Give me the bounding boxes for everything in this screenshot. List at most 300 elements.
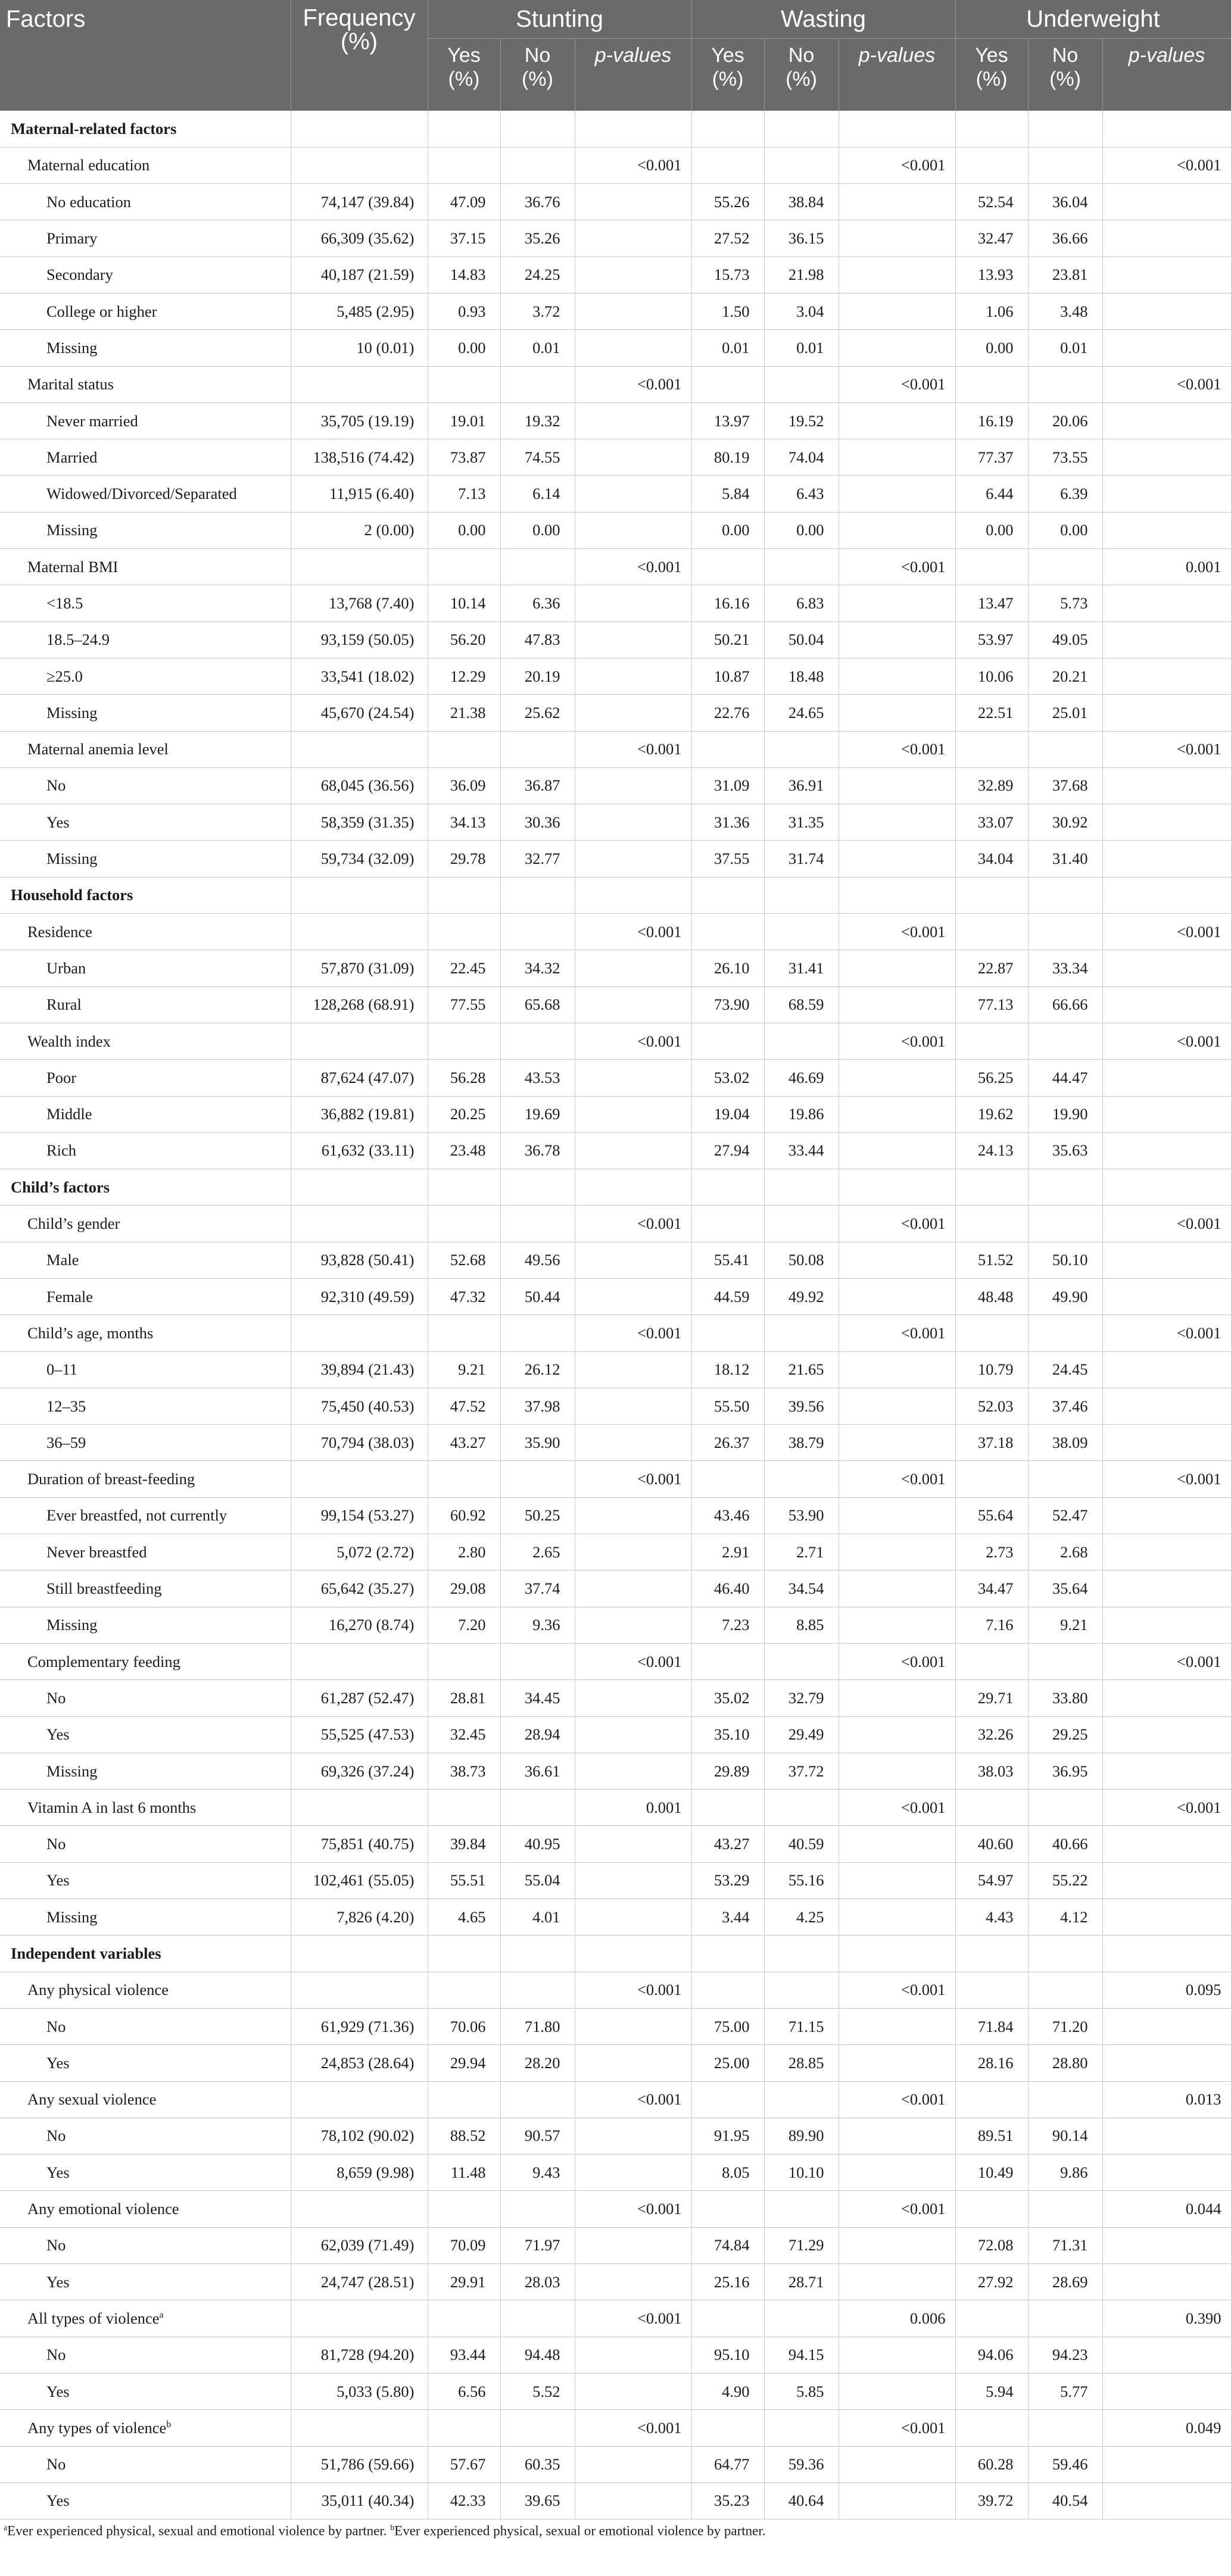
row-label-text: 36–59	[46, 1433, 86, 1451]
wasting-no-cell: 36.91	[764, 767, 839, 804]
wasting-no-cell: 5.85	[764, 2373, 839, 2409]
wasting-no-cell: 4.25	[764, 1899, 839, 1935]
stunting-no-cell: 2.65	[500, 1534, 575, 1570]
underweight-yes-cell: 77.13	[955, 986, 1028, 1023]
frequency-cell: 24,853 (28.64)	[291, 2045, 428, 2081]
underweight-pvalue-cell	[1102, 402, 1231, 439]
table-row	[0, 1534, 1231, 1570]
stunting-yes-cell: 73.87	[428, 439, 500, 476]
underweight-pvalue-cell	[1102, 2264, 1231, 2300]
underweight-no-cell: 0.01	[1028, 330, 1102, 366]
stunting-no-cell: 43.53	[500, 1060, 575, 1096]
frequency-cell: 51,786 (59.66)	[291, 2446, 428, 2483]
underweight-no-cell: 36.66	[1028, 220, 1102, 257]
wasting-pvalue-cell: <0.001	[839, 1643, 955, 1679]
wasting-yes-cell: 31.09	[691, 767, 764, 804]
wasting-no-cell: 21.65	[764, 1351, 839, 1388]
wasting-no-cell	[764, 2191, 839, 2227]
wasting-pvalue-cell	[839, 2373, 955, 2409]
wasting-yes-cell: 7.23	[691, 1607, 764, 1643]
wasting-yes-cell	[691, 2300, 764, 2337]
wasting-pvalue-cell	[839, 986, 955, 1023]
wasting-yes-cell	[691, 1169, 764, 1206]
wasting-pvalue-cell	[839, 2045, 955, 2081]
stunting-no-cell: 65.68	[500, 986, 575, 1023]
wasting-yes-cell	[691, 147, 764, 183]
frequency-cell: 61,632 (33.11)	[291, 1132, 428, 1169]
row-label	[0, 439, 291, 476]
row-label	[0, 731, 291, 767]
table-row	[0, 220, 1231, 257]
row-label	[0, 2337, 291, 2373]
row-label-text: Any sexual violence	[27, 2090, 157, 2109]
stunting-yes-cell: 22.45	[428, 950, 500, 986]
row-label-text: Yes	[46, 2053, 70, 2072]
underweight-no-cell: 36.04	[1028, 184, 1102, 220]
row-label-text: Missing	[46, 1907, 98, 1926]
row-label-text: Poor	[46, 1068, 77, 1086]
stunting-yes-cell: 70.06	[428, 2008, 500, 2044]
wasting-pvalue-cell	[839, 1534, 955, 1570]
row-label	[0, 1899, 291, 1935]
row-label-text: Middle	[46, 1105, 92, 1123]
underweight-yes-cell: 32.47	[955, 220, 1028, 257]
row-label	[0, 2008, 291, 2044]
row-label	[0, 2155, 291, 2191]
wasting-yes-cell: 35.23	[691, 2483, 764, 2519]
stunting-yes-cell: 47.32	[428, 1279, 500, 1315]
wasting-pvalue-cell	[839, 2155, 955, 2191]
row-label	[0, 1169, 291, 1206]
wasting-yes-cell	[691, 1461, 764, 1497]
row-label-text: Any emotional violence	[27, 2200, 179, 2218]
stunting-pvalue-cell: <0.001	[575, 147, 691, 183]
stunting-no-cell	[500, 731, 575, 767]
frequency-cell	[291, 147, 428, 183]
wasting-yes-cell: 55.26	[691, 184, 764, 220]
wasting-pvalue-cell	[839, 767, 955, 804]
wasting-yes-cell: 16.16	[691, 585, 764, 622]
stunting-pvalue-cell	[575, 1497, 691, 1534]
underweight-yes-cell: 77.37	[955, 439, 1028, 476]
wasting-yes-cell: 80.19	[691, 439, 764, 476]
wasting-no-cell	[764, 1972, 839, 2008]
table-header	[0, 0, 1231, 111]
wasting-pvalue-cell	[839, 622, 955, 658]
stunting-pvalue-cell	[575, 111, 691, 147]
underweight-no-cell	[1028, 1790, 1102, 1826]
row-label-text: Rural	[46, 995, 82, 1014]
wasting-yes-cell: 8.05	[691, 2155, 764, 2191]
row-label	[0, 622, 291, 658]
wasting-pvalue-cell	[839, 2227, 955, 2263]
row-label	[0, 1242, 291, 1278]
row-label	[0, 111, 291, 147]
underweight-yes-cell: 19.62	[955, 1096, 1028, 1132]
table-row	[0, 1279, 1231, 1315]
row-label-text: Maternal-related factors	[11, 119, 177, 138]
row-label	[0, 767, 291, 804]
row-label-text: No	[46, 2346, 66, 2364]
underweight-pvalue-cell	[1102, 1169, 1231, 1206]
underweight-yes-cell: 5.94	[955, 2373, 1028, 2409]
stunting-pvalue-cell: <0.001	[575, 2410, 691, 2446]
row-label-text: Missing	[46, 1616, 98, 1634]
stunting-yes-cell: 56.20	[428, 622, 500, 658]
stunting-no-cell	[500, 147, 575, 183]
underweight-yes-cell: 40.60	[955, 1826, 1028, 1862]
row-label-text: <18.5	[46, 594, 83, 612]
row-label-text: Yes	[46, 2163, 70, 2181]
underweight-yes-cell: 10.06	[955, 658, 1028, 694]
row-label-text: Never married	[46, 411, 138, 430]
stunting-pvalue-cell	[575, 402, 691, 439]
underweight-yes-cell	[955, 1972, 1028, 2008]
frequency-cell: 39,894 (21.43)	[291, 1351, 428, 1388]
underweight-no-cell: 23.81	[1028, 257, 1102, 293]
underweight-pvalue-cell: <0.001	[1102, 914, 1231, 950]
underweight-yes-cell: 29.71	[955, 1680, 1028, 1716]
stunting-no-cell: 9.43	[500, 2155, 575, 2191]
stunting-no-cell: 35.26	[500, 220, 575, 257]
frequency-cell: 87,624 (47.07)	[291, 1060, 428, 1096]
wasting-yes-cell	[691, 1023, 764, 1059]
row-label	[0, 1753, 291, 1789]
table-row	[0, 2155, 1231, 2191]
underweight-no-cell	[1028, 1461, 1102, 1497]
wasting-pvalue-cell	[839, 1132, 955, 1169]
frequency-cell: 99,154 (53.27)	[291, 1497, 428, 1534]
stunting-pvalue-cell	[575, 2373, 691, 2409]
stunting-yes-cell: 7.20	[428, 1607, 500, 1643]
underweight-no-cell: 94.23	[1028, 2337, 1102, 2373]
frequency-cell: 74,147 (39.84)	[291, 184, 428, 220]
row-label	[0, 1935, 291, 1972]
stunting-yes-cell: 57.67	[428, 2446, 500, 2483]
stunting-pvalue-cell: <0.001	[575, 1206, 691, 1242]
underweight-pvalue-cell	[1102, 2008, 1231, 2044]
stunting-no-cell: 55.04	[500, 1862, 575, 1899]
row-label	[0, 1461, 291, 1497]
wasting-no-cell: 28.71	[764, 2264, 839, 2300]
wasting-pvalue-cell	[839, 841, 955, 877]
table-row	[0, 439, 1231, 476]
wasting-yes-cell	[691, 1643, 764, 1679]
row-label-text: Any types of violence	[27, 2418, 167, 2437]
wasting-yes-cell: 53.02	[691, 1060, 764, 1096]
stunting-pvalue-cell	[575, 1899, 691, 1935]
underweight-pvalue-cell	[1102, 1388, 1231, 1424]
underweight-no-cell: 38.09	[1028, 1425, 1102, 1461]
wasting-no-cell: 55.16	[764, 1862, 839, 1899]
wasting-no-cell	[764, 2300, 839, 2337]
table-row	[0, 1425, 1231, 1461]
stunting-yes-cell	[428, 147, 500, 183]
row-label-text: Marital status	[27, 375, 114, 394]
underweight-pvalue-cell	[1102, 330, 1231, 366]
stunting-pvalue-cell	[575, 1388, 691, 1424]
frequency-cell: 57,870 (31.09)	[291, 950, 428, 986]
factor-row	[0, 1461, 1231, 1497]
row-label-text: Yes	[46, 1871, 70, 1890]
factor-row	[0, 914, 1231, 950]
underweight-no-cell: 44.47	[1028, 1060, 1102, 1096]
row-label	[0, 1680, 291, 1716]
underweight-pvalue-cell	[1102, 1862, 1231, 1899]
row-label	[0, 257, 291, 293]
underweight-yes-cell: 38.03	[955, 1753, 1028, 1789]
underweight-pvalue-cell: 0.390	[1102, 2300, 1231, 2337]
underweight-yes-cell	[955, 2191, 1028, 2227]
stunting-pvalue-cell: <0.001	[575, 366, 691, 402]
wasting-yes-cell: 35.10	[691, 1716, 764, 1753]
frequency-cell: 81,728 (94.20)	[291, 2337, 428, 2373]
stunting-pvalue-cell	[575, 2483, 691, 2519]
table-row	[0, 1242, 1231, 1278]
row-label-text: Residence	[27, 922, 92, 941]
wasting-pvalue-cell: <0.001	[839, 2081, 955, 2118]
wasting-pvalue-cell: <0.001	[839, 549, 955, 585]
wasting-no-cell: 31.41	[764, 950, 839, 986]
row-label	[0, 1570, 291, 1607]
frequency-cell: 45,670 (24.54)	[291, 695, 428, 731]
factor-row	[0, 147, 1231, 183]
underweight-yes-cell: 52.03	[955, 1388, 1028, 1424]
wasting-no-cell	[764, 1461, 839, 1497]
frequency-cell: 78,102 (90.02)	[291, 2118, 428, 2154]
stunting-pvalue-cell	[575, 2264, 691, 2300]
underweight-no-cell: 49.90	[1028, 1279, 1102, 1315]
wasting-pvalue-cell	[839, 1497, 955, 1534]
row-label-text: Maternal education	[27, 156, 150, 174]
stunting-pvalue-cell: <0.001	[575, 1643, 691, 1679]
stunting-yes-cell	[428, 1972, 500, 2008]
wasting-no-cell: 37.72	[764, 1753, 839, 1789]
frequency-cell: 70,794 (38.03)	[291, 1425, 428, 1461]
wasting-pvalue-cell	[839, 330, 955, 366]
frequency-cell	[291, 2081, 428, 2118]
stunting-pvalue-cell	[575, 1060, 691, 1096]
wasting-yes-cell: 19.04	[691, 1096, 764, 1132]
wasting-no-cell: 71.29	[764, 2227, 839, 2263]
underweight-pvalue-cell	[1102, 622, 1231, 658]
underweight-no-cell: 30.92	[1028, 804, 1102, 841]
row-label-text: Missing	[46, 521, 98, 539]
underweight-no-cell	[1028, 1023, 1102, 1059]
wasting-yes-cell: 43.46	[691, 1497, 764, 1534]
footnote-mark-b: b	[390, 2523, 395, 2532]
stunting-no-cell: 26.12	[500, 1351, 575, 1388]
row-label	[0, 1643, 291, 1679]
underweight-pvalue-cell: 0.044	[1102, 2191, 1231, 2227]
row-label-text: Wealth index	[27, 1032, 111, 1050]
stunting-yes-cell: 19.01	[428, 402, 500, 439]
frequency-cell	[291, 1315, 428, 1351]
stunting-yes-cell: 55.51	[428, 1862, 500, 1899]
underweight-yes-cell	[955, 1169, 1028, 1206]
underweight-pvalue-cell	[1102, 1826, 1231, 1862]
wasting-yes-cell: 25.16	[691, 2264, 764, 2300]
wasting-pvalue-cell	[839, 877, 955, 913]
underweight-no-cell: 73.55	[1028, 439, 1102, 476]
underweight-yes-cell: 22.87	[955, 950, 1028, 986]
row-label	[0, 986, 291, 1023]
underweight-pvalue-cell	[1102, 767, 1231, 804]
wasting-pvalue-cell: <0.001	[839, 1972, 955, 2008]
wasting-no-cell: 0.01	[764, 330, 839, 366]
frequency-cell	[291, 877, 428, 913]
wasting-pvalue-cell	[839, 439, 955, 476]
wasting-no-cell	[764, 2410, 839, 2446]
underweight-no-cell: 0.00	[1028, 512, 1102, 548]
factor-row	[0, 549, 1231, 585]
stunting-yes-cell: 37.15	[428, 220, 500, 257]
header-no: No (%)	[1028, 38, 1102, 111]
underweight-pvalue-cell: <0.001	[1102, 366, 1231, 402]
wasting-no-cell	[764, 1169, 839, 1206]
table-row	[0, 1899, 1231, 1935]
row-label-text: Primary	[46, 229, 98, 248]
underweight-no-cell: 37.68	[1028, 767, 1102, 804]
row-label	[0, 2483, 291, 2519]
underweight-yes-cell	[955, 1023, 1028, 1059]
row-label-text: No	[46, 776, 66, 795]
frequency-cell	[291, 914, 428, 950]
underweight-pvalue-cell	[1102, 184, 1231, 220]
underweight-yes-cell: 72.08	[955, 2227, 1028, 2263]
row-label	[0, 1023, 291, 1059]
underweight-yes-cell	[955, 549, 1028, 585]
frequency-cell: 128,268 (68.91)	[291, 986, 428, 1023]
stunting-pvalue-cell	[575, 2227, 691, 2263]
frequency-cell: 5,485 (2.95)	[291, 293, 428, 329]
underweight-no-cell: 71.20	[1028, 2008, 1102, 2044]
underweight-pvalue-cell: <0.001	[1102, 731, 1231, 767]
wasting-yes-cell: 13.97	[691, 402, 764, 439]
stunting-yes-cell: 52.68	[428, 1242, 500, 1278]
frequency-cell: 8,659 (9.98)	[291, 2155, 428, 2191]
footnote-marker: a	[159, 2310, 164, 2321]
underweight-pvalue-cell	[1102, 293, 1231, 329]
stunting-no-cell: 28.20	[500, 2045, 575, 2081]
frequency-cell: 36,882 (19.81)	[291, 1096, 428, 1132]
stunting-no-cell: 32.77	[500, 841, 575, 877]
frequency-cell: 93,159 (50.05)	[291, 622, 428, 658]
row-label-text: Missing	[46, 338, 98, 357]
wasting-yes-cell: 0.01	[691, 330, 764, 366]
row-label-text: Maternal BMI	[27, 557, 119, 576]
underweight-yes-cell: 32.89	[955, 767, 1028, 804]
underweight-pvalue-cell	[1102, 695, 1231, 731]
stunting-yes-cell: 56.28	[428, 1060, 500, 1096]
underweight-no-cell	[1028, 1643, 1102, 1679]
wasting-pvalue-cell	[839, 402, 955, 439]
wasting-no-cell: 32.79	[764, 1680, 839, 1716]
frequency-cell: 61,929 (71.36)	[291, 2008, 428, 2044]
stunting-pvalue-cell: <0.001	[575, 1461, 691, 1497]
wasting-yes-cell: 55.41	[691, 1242, 764, 1278]
stunting-pvalue-cell: <0.001	[575, 2191, 691, 2227]
row-label	[0, 184, 291, 220]
wasting-no-cell	[764, 1790, 839, 1826]
row-label	[0, 2373, 291, 2409]
stunting-no-cell: 3.72	[500, 293, 575, 329]
row-label	[0, 1388, 291, 1424]
row-label	[0, 1315, 291, 1351]
underweight-yes-cell: 10.49	[955, 2155, 1028, 2191]
stunting-no-cell: 47.83	[500, 622, 575, 658]
table-row	[0, 2227, 1231, 2263]
stunting-yes-cell	[428, 877, 500, 913]
stunting-yes-cell: 0.00	[428, 512, 500, 548]
underweight-no-cell: 33.80	[1028, 1680, 1102, 1716]
header-pvalues: p-values	[575, 38, 691, 111]
stunting-no-cell	[500, 1935, 575, 1972]
underweight-no-cell	[1028, 111, 1102, 147]
underweight-pvalue-cell: 0.001	[1102, 549, 1231, 585]
underweight-no-cell	[1028, 731, 1102, 767]
stunting-pvalue-cell	[575, 293, 691, 329]
table-row	[0, 1826, 1231, 1862]
stunting-no-cell: 49.56	[500, 1242, 575, 1278]
stunting-no-cell	[500, 549, 575, 585]
underweight-yes-cell	[955, 731, 1028, 767]
stunting-yes-cell: 20.25	[428, 1096, 500, 1132]
row-label	[0, 1497, 291, 1534]
wasting-no-cell: 53.90	[764, 1497, 839, 1534]
wasting-pvalue-cell	[839, 476, 955, 512]
stunting-no-cell: 28.03	[500, 2264, 575, 2300]
stunting-no-cell	[500, 2410, 575, 2446]
stunting-pvalue-cell	[575, 1425, 691, 1461]
table-row	[0, 1862, 1231, 1899]
wasting-yes-cell	[691, 1790, 764, 1826]
row-label	[0, 2300, 291, 2337]
wasting-no-cell: 19.86	[764, 1096, 839, 1132]
underweight-no-cell: 36.95	[1028, 1753, 1102, 1789]
row-label-text: Yes	[46, 2491, 70, 2510]
table-row	[0, 950, 1231, 986]
wasting-pvalue-cell	[839, 1570, 955, 1607]
frequency-cell: 35,011 (40.34)	[291, 2483, 428, 2519]
underweight-pvalue-cell	[1102, 877, 1231, 913]
stunting-pvalue-cell	[575, 1279, 691, 1315]
row-label-text: Ever breastfed, not currently	[46, 1506, 227, 1525]
row-label	[0, 1826, 291, 1862]
table-row	[0, 986, 1231, 1023]
underweight-pvalue-cell	[1102, 1497, 1231, 1534]
underweight-yes-cell: 54.97	[955, 1862, 1028, 1899]
table-row	[0, 1753, 1231, 1789]
stunting-yes-cell	[428, 1461, 500, 1497]
stunting-no-cell: 60.35	[500, 2446, 575, 2483]
underweight-yes-cell: 13.47	[955, 585, 1028, 622]
row-label-text: College or higher	[46, 302, 157, 320]
wasting-yes-cell	[691, 731, 764, 767]
stunting-pvalue-cell	[575, 2155, 691, 2191]
stunting-yes-cell: 29.91	[428, 2264, 500, 2300]
frequency-cell: 35,705 (19.19)	[291, 402, 428, 439]
frequency-cell: 24,747 (28.51)	[291, 2264, 428, 2300]
factor-row	[0, 2410, 1231, 2446]
underweight-pvalue-cell	[1102, 658, 1231, 694]
underweight-no-cell: 37.46	[1028, 1388, 1102, 1424]
stunting-yes-cell: 36.09	[428, 767, 500, 804]
stunting-pvalue-cell	[575, 658, 691, 694]
wasting-pvalue-cell	[839, 950, 955, 986]
frequency-cell: 7,826 (4.20)	[291, 1899, 428, 1935]
wasting-yes-cell: 5.84	[691, 476, 764, 512]
